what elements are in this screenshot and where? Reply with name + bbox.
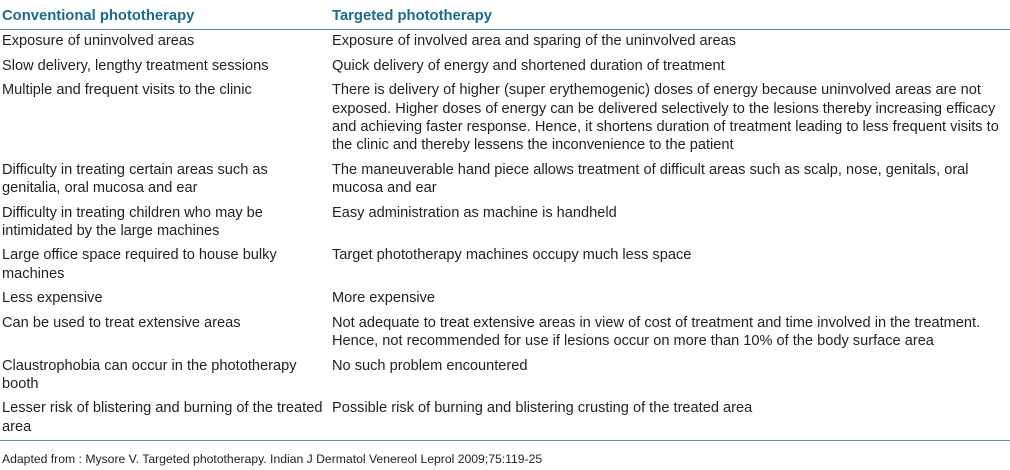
header-conventional: Conventional phototherapy <box>2 8 195 24</box>
source-footnote: Adapted from : Mysore V. Targeted phototherapy. Indian J Dermatol Venereol Leprol 2009;75:119-25 <box>2 452 543 466</box>
cell-targeted: More expensive <box>332 290 436 307</box>
cell-conventional: Difficulty in treating certain areas such as genitalia, oral mucosa and ear <box>2 161 268 197</box>
cell-targeted: Exposure of involved area and sparing of the uninvolved areas <box>332 33 737 50</box>
header-targeted: Targeted phototherapy <box>332 8 493 24</box>
cell-targeted: There is delivery of higher (super erythemogenic) doses of energy because uninvolved areas are not exposed. Higher doses of energy can be delivered selectively to the lesions thereby increasing efficacy and achieving faster response. Hence, it shortens duration of treatment leading to less frequent visits to the clinic and thereby lessens the inconvenience to the patient <box>332 82 999 154</box>
comparison-table <box>0 4 1010 441</box>
cell-conventional: Less expensive <box>2 290 103 307</box>
table-row <box>0 159 1010 202</box>
table-row <box>0 312 1010 355</box>
cell-conventional: Multiple and frequent visits to the clinic <box>2 82 252 99</box>
cell-conventional: Difficulty in treating children who may be intimidated by the large machines <box>2 204 263 240</box>
cell-targeted: Possible risk of burning and blistering crusting of the treated area <box>332 400 753 417</box>
cell-targeted: Easy administration as machine is handheld <box>332 204 617 221</box>
table-header <box>0 4 1010 30</box>
table-row <box>0 244 1010 287</box>
cell-targeted: Not adequate to treat extensive areas in view of cost of treatment and time involved in the treatment. Hence, not recommended for use if lesions occur on more than 10% of the body surface area <box>332 314 981 350</box>
cell-targeted: Target phototherapy machines occupy much less space <box>332 247 692 264</box>
cell-conventional: Large office space required to house bulky machines <box>2 247 277 282</box>
table-row <box>0 355 1010 398</box>
table-row <box>0 287 1010 311</box>
header-row <box>0 4 1010 30</box>
cell-conventional: Can be used to treat extensive areas <box>2 314 241 331</box>
table-row <box>0 79 1010 159</box>
table-body <box>0 30 1010 441</box>
cell-targeted: Quick delivery of energy and shortened duration of treatment <box>332 57 725 74</box>
table-row <box>0 30 1010 55</box>
table-row <box>0 55 1010 79</box>
table-row <box>0 397 1010 440</box>
cell-conventional: Slow delivery, lengthy treatment sessions <box>2 57 269 74</box>
table-row <box>0 202 1010 245</box>
cell-conventional: Exposure of uninvolved areas <box>2 33 195 50</box>
cell-conventional: Claustrophobia can occur in the phototherapy booth <box>2 357 297 392</box>
cell-targeted: The maneuverable hand piece allows treatment of difficult areas such as scalp, nose, genitals, oral mucosa and ear <box>332 161 969 197</box>
cell-targeted: No such problem encountered <box>332 357 528 374</box>
cell-conventional: Lesser risk of blistering and burning of the treated area <box>2 400 323 435</box>
